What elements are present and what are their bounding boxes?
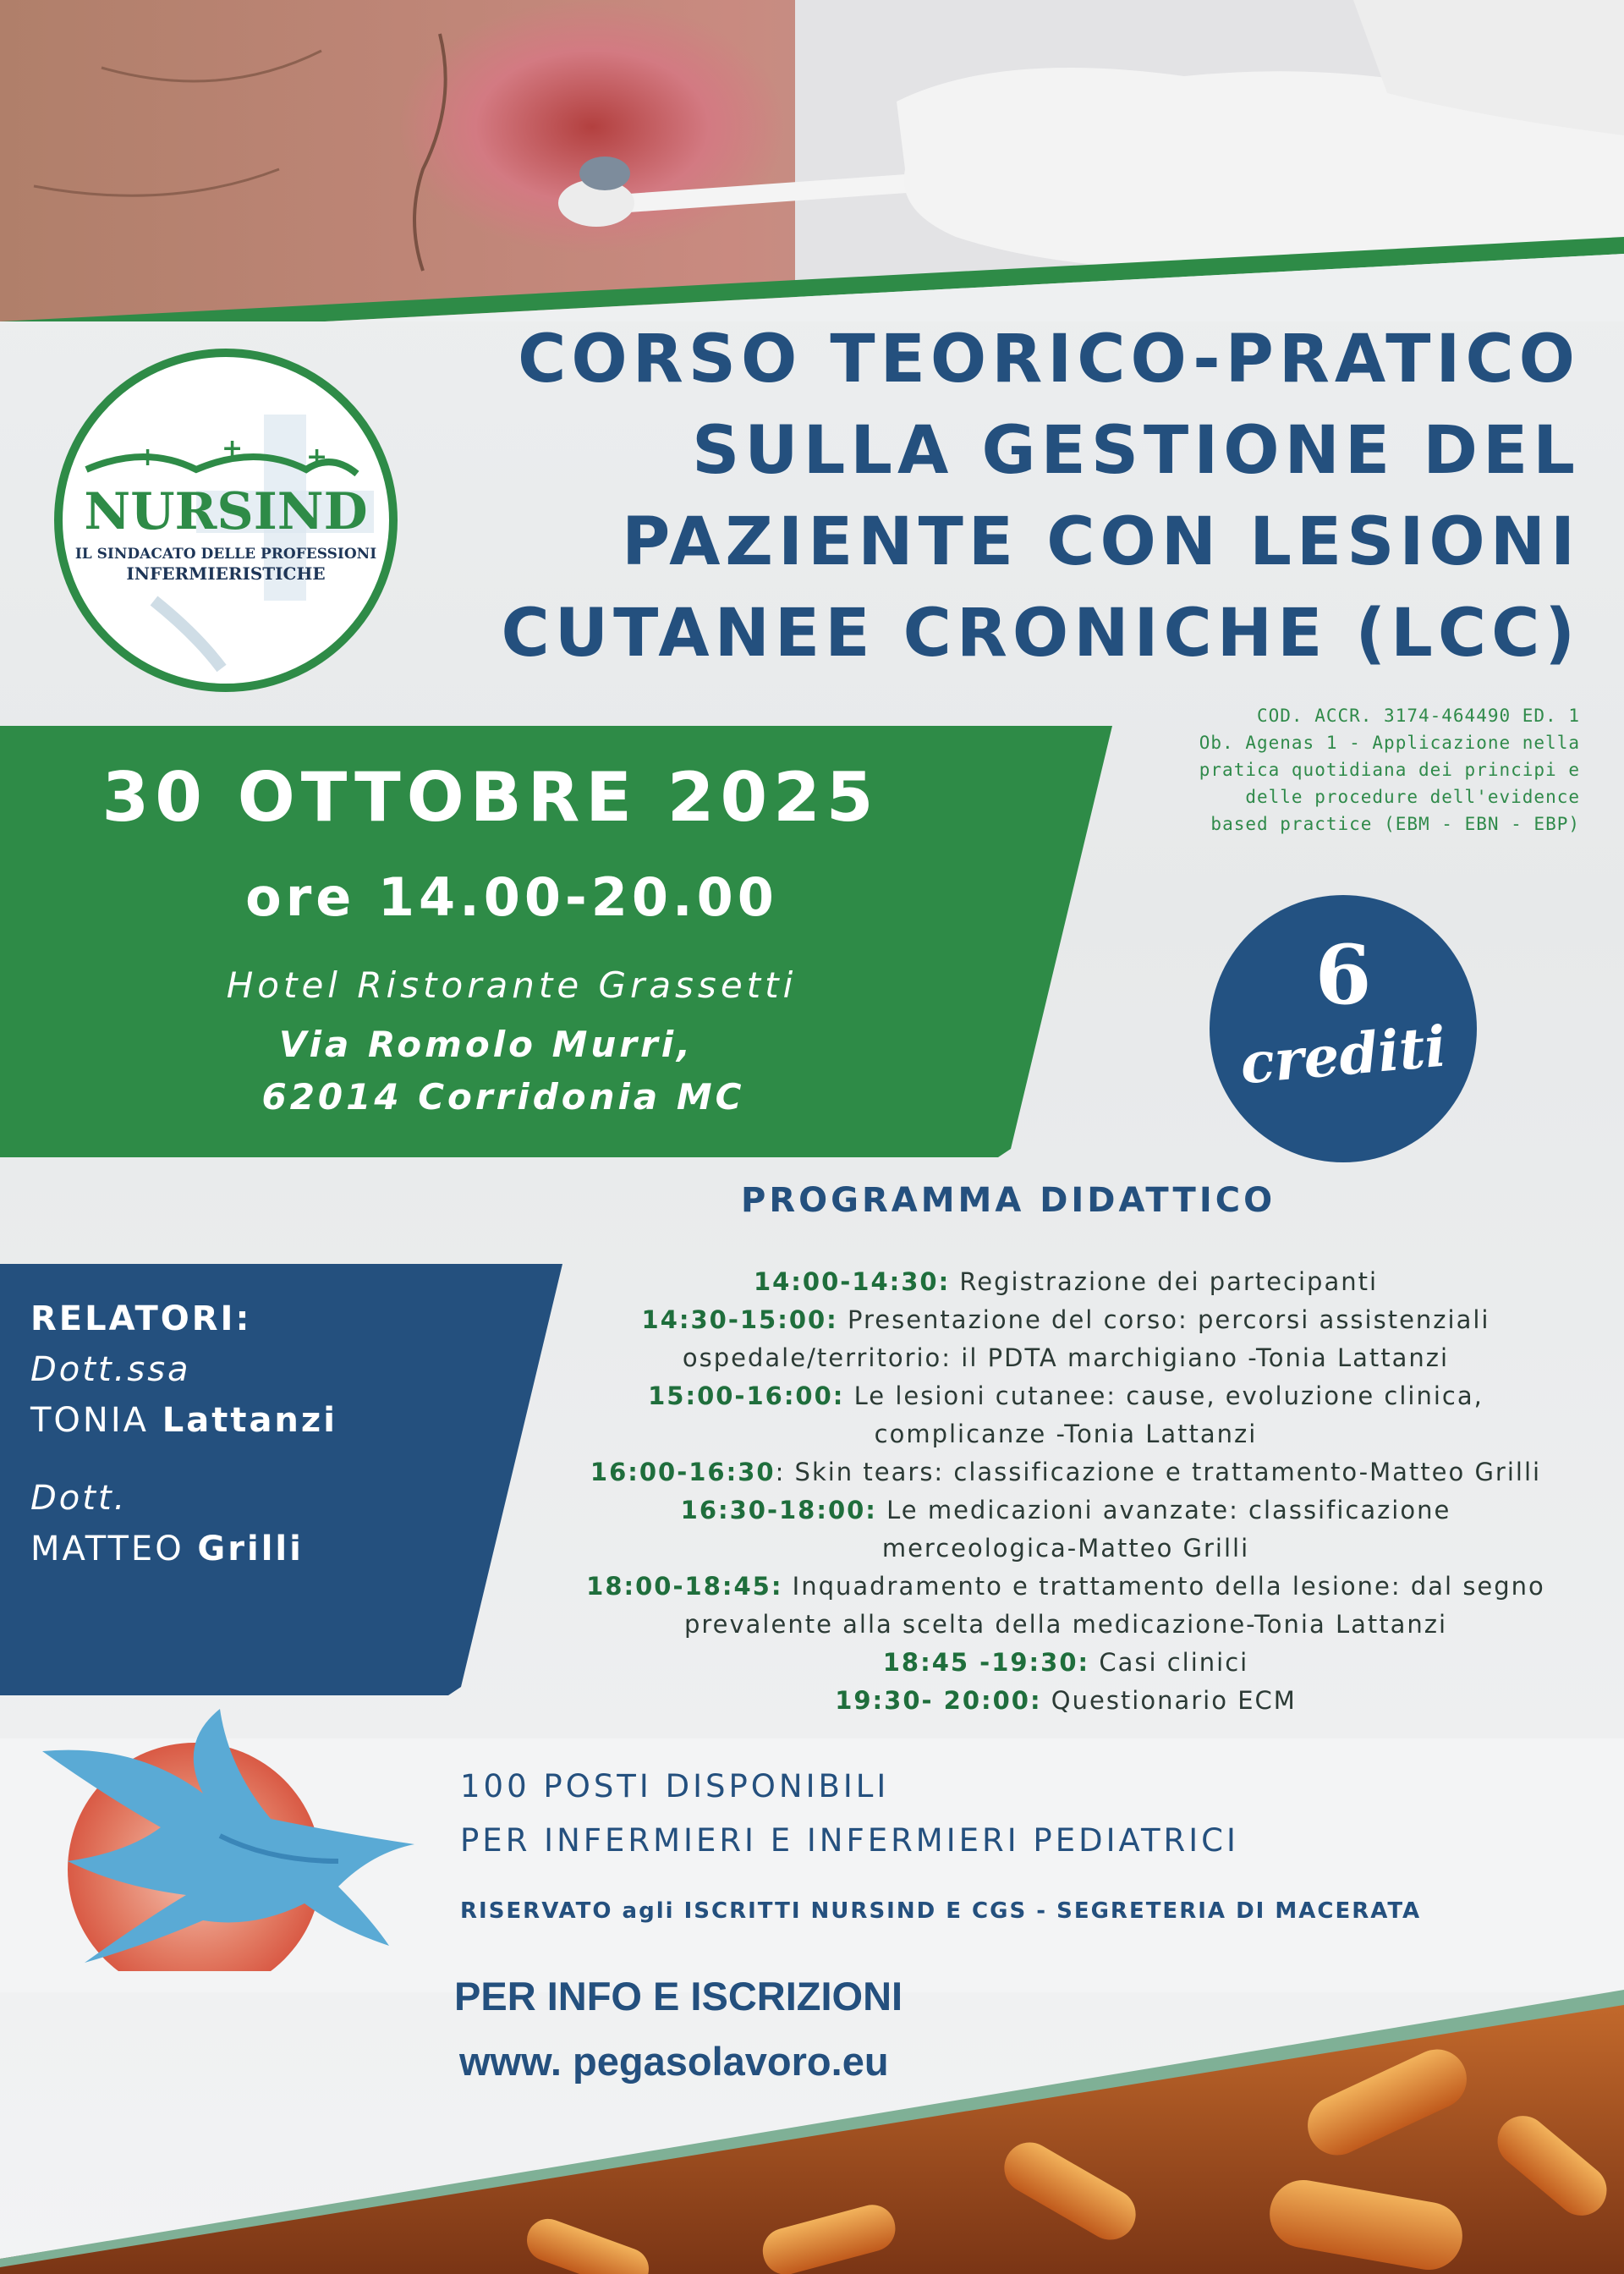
svg-text:+: +	[222, 434, 244, 464]
programme-line: prevalente alla scelta della medicazione-Tonia Lattanzi	[683, 1610, 1448, 1639]
speaker-1-last-name: Lattanzi	[162, 1401, 337, 1440]
speaker-2-name	[30, 1530, 304, 1568]
accreditation-line-1: COD. ACCR. 3174-464490 ED. 1	[1256, 706, 1580, 726]
event-address-line-2: 62014 Corridonia MC	[261, 1076, 745, 1118]
title-line-2: SULLA GESTIONE DEL	[692, 413, 1580, 489]
programme-line: 16:30-18:00: Le medicazioni avanzate: classificazione	[680, 1496, 1451, 1524]
credits-label: crediti	[1237, 1013, 1449, 1097]
speaker-1-name	[30, 1401, 337, 1440]
programme-line: merceologica-Matteo Grilli	[881, 1534, 1250, 1563]
speaker-2-title: Dott.	[30, 1479, 128, 1518]
header-photo	[0, 0, 1624, 321]
programme-line: 19:30- 20:00: Questionario ECM	[835, 1686, 1297, 1715]
title-line-4: CUTANEE CRONICHE (LCC)	[501, 596, 1580, 672]
logo-tagline-1: IL SINDACATO DELLE PROFESSIONI	[74, 546, 377, 563]
availability-line-1: 100 POSTI DISPONIBILI	[460, 1768, 890, 1804]
speakers-heading: RELATORI:	[30, 1299, 252, 1338]
accreditation-line-3: pratica quotidiana dei principi e	[1199, 760, 1580, 780]
accreditation-line-4: delle procedure dell'evidence	[1245, 787, 1580, 807]
accreditation-line-2: Ob. Agenas 1 - Applicazione nella	[1199, 733, 1580, 753]
programme-line: ospedale/territorio: il PDTA marchigiano -Tonia Lattanzi	[682, 1343, 1450, 1372]
programme-line: 18:45 -19:30: Casi clinici	[882, 1648, 1249, 1677]
svg-text:+: +	[137, 442, 159, 472]
speaker-1-title: Dott.ssa	[30, 1350, 191, 1389]
credits-number: 6	[1314, 927, 1372, 1023]
event-time: ore 14.00-20.00	[245, 866, 778, 928]
speaker-2-last-name: Grilli	[197, 1530, 304, 1568]
pegaso-logo	[17, 1692, 440, 1971]
nursind-logo	[52, 347, 399, 694]
event-venue: Hotel Ristorante Grassetti	[226, 964, 798, 1006]
availability-line-2: PER INFERMIERI E INFERMIERI PEDIATRICI	[460, 1822, 1239, 1859]
logo-brand: NURSIND	[84, 482, 368, 541]
programme-line: 16:00-16:30: Skin tears: classificazione e trattamento-Matteo Grilli	[590, 1458, 1542, 1486]
info-website-link[interactable]: www. pegasolavoro.eu	[459, 2039, 889, 2084]
svg-text:+: +	[306, 442, 328, 472]
speaker-1-first-name: TONIA	[30, 1401, 149, 1440]
programme-line: 14:00-14:30: Registrazione dei partecipanti	[753, 1267, 1379, 1296]
logo-tagline-2: INFERMIERISTICHE	[126, 563, 326, 584]
event-address-line-1: Via Romolo Murri,	[278, 1024, 694, 1065]
programme-line: 18:00-18:45: Inquadramento e trattamento della lesione: dal segno	[586, 1572, 1545, 1601]
programme-line: complicanze -Tonia Lattanzi	[874, 1420, 1258, 1448]
accreditation-line-5: based practice (EBM - EBN - EBP)	[1210, 814, 1580, 834]
title-line-3: PAZIENTE CON LESIONI	[622, 504, 1580, 580]
credits-badge	[1210, 895, 1477, 1162]
speaker-2-first-name: MATTEO	[30, 1530, 184, 1568]
programme-line: 14:30-15:00: Presentazione del corso: percorsi assistenziali	[641, 1305, 1490, 1334]
programme-title: PROGRAMMA DIDATTICO	[741, 1181, 1276, 1220]
reserved-note: RISERVATO agli ISCRITTI NURSIND E CGS - SEGRETERIA DI MACERATA	[460, 1898, 1422, 1924]
event-date: 30 OTTOBRE 2025	[102, 758, 880, 837]
programme-line: 15:00-16:00: Le lesioni cutanee: cause, evoluzione clinica,	[648, 1381, 1484, 1410]
info-title: PER INFO E ISCRIZIONI	[454, 1974, 903, 2019]
title-line-1: CORSO TEORICO-PRATICO	[518, 321, 1580, 398]
